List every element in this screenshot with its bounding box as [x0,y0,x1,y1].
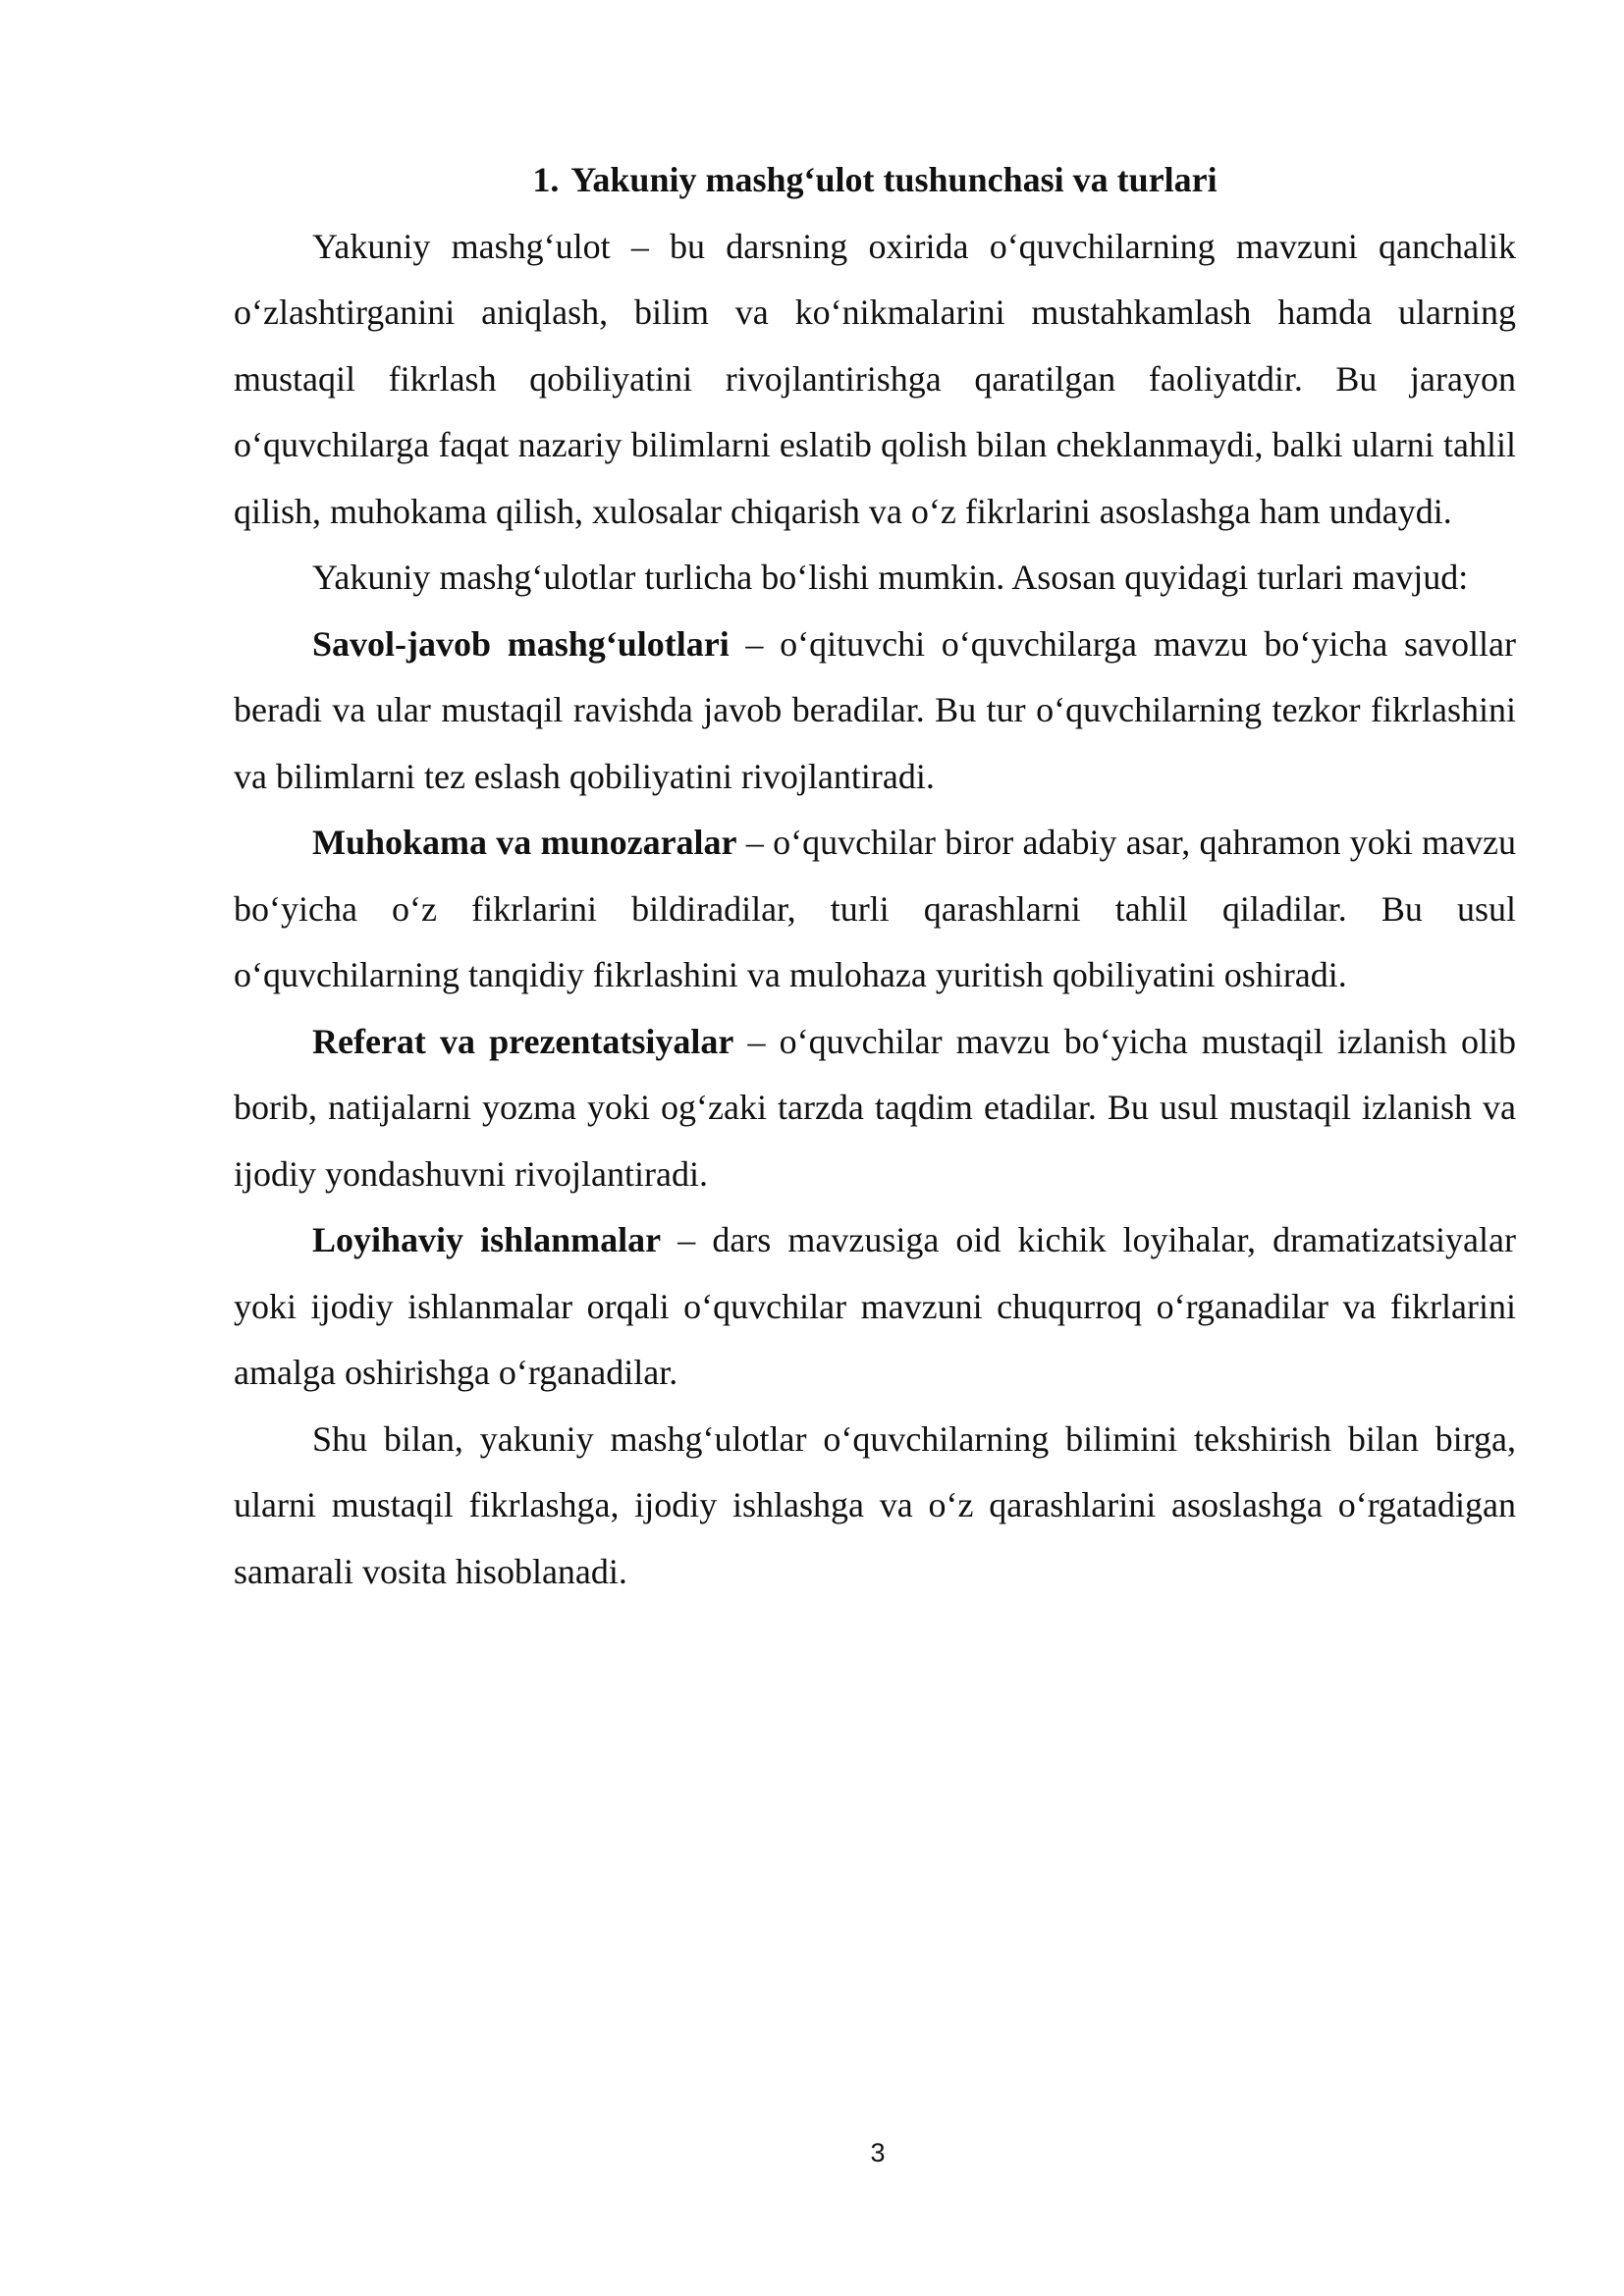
type-term: Savol-javob mashg‘ulotlari [312,623,730,664]
type-paragraph-savol-javob [234,612,1516,811]
types-intro-paragraph: Yakuniy mashg‘ulotlar turlicha bo‘lishi mumkin. Asosan quyidagi turlari mavjud: [312,558,1469,597]
section-title: Yakuniy mashg‘ulot tushunchasi va turlari [570,160,1218,199]
type-term: Muhokama va munozaralar [312,823,737,862]
type-paragraph-muhokama [234,810,1516,1009]
type-description: – o‘qituvchi o‘quvchilarga mavzu bo‘yicha savollar beradi va ular mustaqil ravishda javob beradilar. Bu tur o‘quvchilarning tezkor fikrlashini va bilimlarni tez eslash qobiliyatini rivojlantiradi. [234,623,1516,796]
conclusion-paragraph: Shu bilan, yakuniy mashg‘ulotlar o‘quvchilarning bilimini tekshirish bilan birga, ularni mustaqil fikrlashga, ijodiy ishlashga va o‘z qarashlarini asoslashga o‘rgatadigan samarali vosita hisoblanadi. [234,1418,1516,1591]
type-term: Loyihaviy ishlanmalar [312,1220,662,1259]
type-paragraph-loyihaviy [234,1207,1516,1407]
type-paragraph-referat [234,1009,1516,1208]
type-term: Referat va prezentatsiyalar [312,1021,734,1061]
section-number: 1. [532,160,560,199]
type-description: – dars mavzusiga oid kichik loyihalar, dramatizatsiyalar yoki ijodiy ishlanmalar orqali o‘quvchilar mavzuni chuqurroq o‘rganadilar va fikrlarini amalga oshirishga o‘rganadilar. [234,1220,1517,1392]
page-content [234,147,1516,1605]
page-number: 3 [870,2138,886,2167]
type-description: – o‘quvchilar biror adabiy asar, qahramon yoki mavzu bo‘yicha o‘z fikrlarini bildiradilar, turli qarashlarni tahlil qiladilar. Bu usul o‘quvchilarning tanqidiy fikrlashini va mulohaza yuritish qobiliyatini oshiradi. [234,823,1517,994]
section-heading [234,147,1516,214]
intro-paragraph: Yakuniy mashg‘ulot – bu darsning oxirida o‘quvchilarning mavzuni qanchalik o‘zlashtirganini aniqlash, bilim va ko‘nikmalarini mustahkamlash hamda ularning mustaqil fikrlash qobiliyatini rivojlantirishga qaratilgan faoliyatdir. Bu jarayon o‘quvchilarga faqat nazariy bilimlarni eslatib qolish bilan cheklanmaydi, balki ularni tahlil qilish, muhokama qilish, xulosalar chiqarish va o‘z fikrlarini asoslashga ham undaydi. [234,226,1516,531]
type-description: – o‘quvchilar mavzu bo‘yicha mustaqil izlanish olib borib, natijalarni yozma yoki og‘zaki tarzda taqdim etadilar. Bu usul mustaqil izlanish va ijodiy yondashuvni rivojlantiradi. [234,1021,1516,1194]
